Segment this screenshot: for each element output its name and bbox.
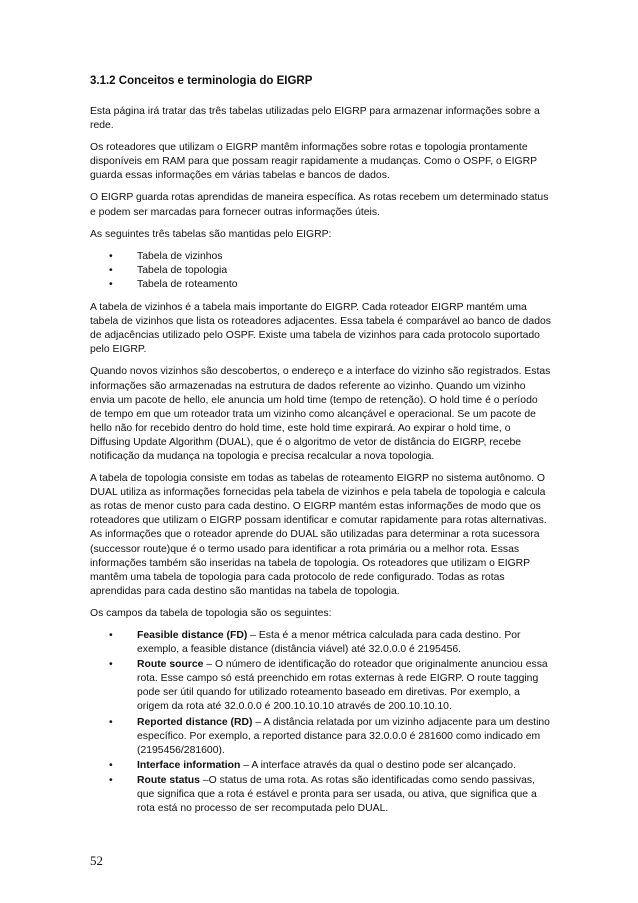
paragraph-neighbor-table: A tabela de vizinhos é a tabela mais importante do EIGRP. Cada roteador EIGRP mantém uma tabela de vizinhos que lista os roteadores adjacentes. Essa tabela é comparável ao banco de dados de adjacências utilizado pelo OSPF. Existe uma tabela de vizinhos para cada protocolo suportado pelo EIGRP. [90, 302, 551, 356]
field-description: – A distância relatada por um vizinho adjacente para um destino específico. Por exemplo, a reported distance para 32.0.0.0 é 281600 como indicado em (2195456/281600). [137, 716, 550, 756]
paragraph-topology-table: A tabela de topologia consiste em todas as tabelas de roteamento EIGRP no sistema autônomo. O DUAL utiliza as informações fornecidas pela tabela de vizinhos e pela tabela de topologia e calcula as rotas de menor custo para cada destino. O EIGRP mantém estas informações de modo que os roteadores que utilizam o EIGRP possam identificar e comutar rapidamente para rotas alternativas. As informações que o roteador aprende do DUAL são utilizadas para determinar a rota sucessora (successor route)que é o termo usado para identificar a rota primária ou a melhor rota. Essas informações também são inseridas na tabela de topologia. Os roteadores que utilizam o EIGRP mantêm uma tabela de topologia para cada protocolo de rede configurado. Todas as rotas aprendidas para cada destino são mantidas na tabela de topologia. [90, 473, 547, 597]
field-term: Reported distance (RD) [137, 716, 253, 728]
field-term: Interface information [137, 759, 241, 771]
list-item-text: Tabela de topologia [137, 264, 228, 276]
fields-list [90, 629, 552, 816]
field-term: Route source [137, 659, 204, 671]
bullet-icon: • [109, 250, 113, 262]
paragraph-ram: Os roteadores que utilizam o EIGRP mantêm informações sobre rotas e topologia prontamente disponíveis em RAM para que possam reagir rapidamente a mudanças. Como o OSPF, o EIGRP guarda essas informações em várias tabelas e bancos de dados. [90, 142, 537, 182]
field-term: Feasible distance (FD) [137, 630, 248, 641]
list-item [109, 629, 552, 657]
bullet-icon: • [109, 264, 113, 276]
page-number: 52 [90, 853, 103, 868]
field-description: – Esta é a menor métrica calculada para cada destino. Por exemplo, a feasible distance (distância viável) até 32.0.0.0 é 2195456. [137, 630, 521, 656]
list-item [109, 658, 552, 714]
list-item [109, 774, 552, 816]
bullet-icon: • [109, 630, 113, 641]
page-content [90, 74, 552, 825]
paragraph-tables-intro: As seguintes três tabelas são mantidas pelo EIGRP: [90, 228, 332, 240]
list-item-text: Tabela de vizinhos [137, 250, 223, 262]
field-description: – O número de identificação do roteador que originalmente anunciou essa rota. Esse campo só está preenchido em rotas externas à rede EIGRP. O route tagging pode ser útil quando for utilizado roteamento baseado em diretivas. Por exemplo, a origem da rota até 32.0.0.0 é 200.10.10.10 através de 200.10.10.10. [137, 659, 548, 713]
list-item [109, 759, 552, 773]
bullet-icon: • [109, 278, 113, 290]
tables-list [90, 250, 552, 292]
bullet-icon: • [109, 659, 113, 671]
bullet-icon: • [109, 759, 113, 771]
list-item-text: Tabela de roteamento [137, 278, 238, 290]
paragraph-intro: Esta página irá tratar das três tabelas utilizadas pelo EIGRP para armazenar informações sobre a rede. [90, 106, 540, 132]
bullet-icon: • [109, 716, 113, 728]
paragraph-fields-intro: Os campos da tabela de topologia são os seguintes: [90, 607, 332, 619]
bullet-icon: • [109, 774, 113, 786]
field-description: – A interface através da qual o destino pode ser alcançado. [240, 759, 516, 771]
list-item [109, 278, 552, 292]
paragraph-hold-time: Quando novos vizinhos são descobertos, o endereço e a interface do vizinho são registrados. Estas informações são armazenadas na estrutura de dados referente ao vizinho. Quando um vizinho envia um pacote de hello, ele anuncia um hold time (tempo de retenção). O hold time é o período de tempo em que um roteador trata um vizinho como alcançável e operacional. Se um pacote de hello não for recebido dentro do hold time, este hold time expirará. Ao expirar o hold time, o Diffusing Update Algorithm (DUAL), que é o algoritmo de vetor de distância do EIGRP, recebe notificação da mudança na topologia e precisa recalcular a nova topologia. [90, 366, 551, 462]
list-item [109, 250, 552, 264]
field-term: Route status [137, 774, 200, 786]
field-description: –O status de uma rota. As rotas são identificadas como sendo passivas, que significa que a rota é estável e pronta para ser usada, ou ativa, que significa que a rota está no processo de ser recomputada pelo DUAL. [137, 774, 537, 815]
paragraph-routes: O EIGRP guarda rotas aprendidas de maneira específica. As rotas recebem um determinado status e podem ser marcadas para fornecer outras informações úteis. [90, 192, 549, 218]
section-heading: 3.1.2 Conceitos e terminologia do EIGRP [90, 75, 313, 87]
list-item [109, 716, 552, 758]
list-item [109, 264, 552, 278]
